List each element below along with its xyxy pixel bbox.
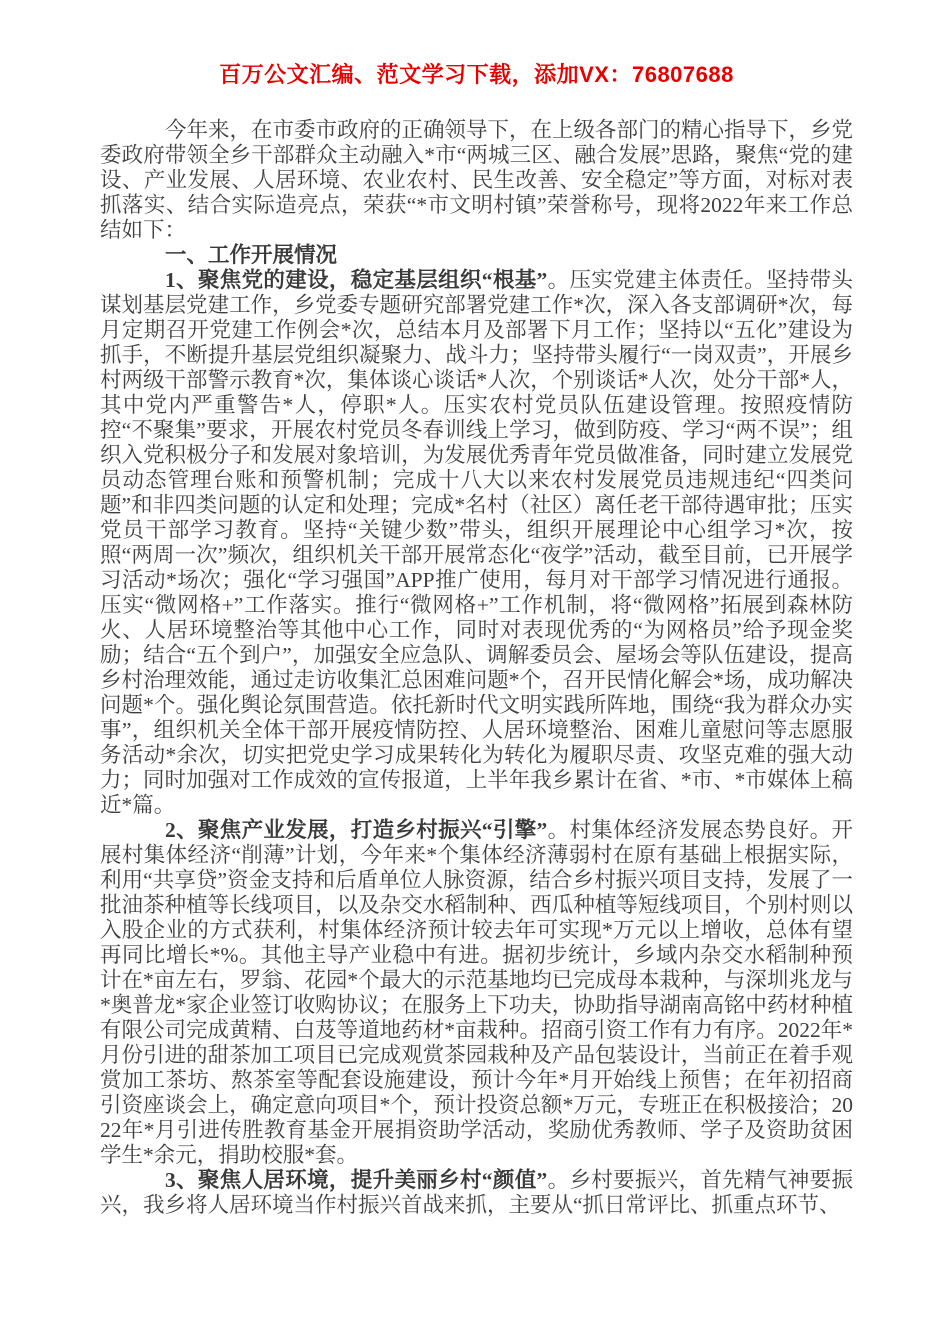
item-1-body: 。压实党建主体责任。坚持带头谋划基层党建工作，乡党委专题研究部署党建工作*次，深入各支部调研*次，每月定期召开党建工作例会*次，总结本月及部署下月工作；坚持以“五化”建设为抓手，不断提升基层党组织凝聚力、战斗力；坚持带头履行“一岗双责”，开展乡村两级干部警示教育*次，集体谈心谈话*人次，个别谈话*人次，处分干部*人，其中党内严重警告*人，停职*人。压实农村党员队伍建设管理。按照疫情防控“不聚集”要求，开展农村党员冬春训线上学习，做到防疫、学习“两不误”；组织入党积极分子和发展对象培训，为发展优秀青年党员做准备，同时建立发展党员动态管理台账和预警机制；完成十八大以来农村发展党员违规违纪“四类问题”和非四类问题的认定和处理；完成*名村（社区）离任老干部待遇审批；压实党员干部学习教育。坚持“关键少数”带头，组织开展理论中心组学习*次，按照“两周一次”频次，组织机关干部开展常态化“夜学”活动，截至目前，已开展学习活动*场次；强化“学习强国”APP推广使用，每月对干部学习情况进行通报。压实“微网格+”工作落实。推行“微网格+”工作机制，将“微网格”拓展到森林防火、人居环境整治等其他中心工作，同时对表现优秀的“为网格员”给予现金奖励；结合“五个到户”，加强安全应急队、调解委员会、屋场会等队伍建设，提高乡村治理效能，通过走访收集汇总困难问题*个，召开民情化解会*场，成功解决问题*个。强化舆论氛围营造。依托新时代文明实践所阵地，围绕“我为群众办实事”，组织机关全体干部开展疫情防控、人居环境整治、困难儿童慰问等志愿服务活动*余次，切实把党史学习成果转化为转化为履职尽责、攻坚克难的强大动力；同时加强对工作成效的宣传报道，上半年我乡累计在省、*市、*市媒体上稿近*篇。	[100, 268, 853, 817]
item-3-body: 。乡村要振兴，首先精气神要振兴，我乡将人居环境当作村振兴首战来抓，主要从“抓日常评比、抓重点环节、	[100, 1168, 853, 1217]
item-3-lead: 3、聚焦人居环境，提升美丽乡村“颜值”	[165, 1168, 548, 1192]
section-heading-text: 一、工作开展情况	[165, 243, 338, 267]
paragraph-intro	[100, 118, 853, 243]
item-1-lead: 1、聚焦党的建设，稳定基层组织“根基”	[165, 268, 548, 292]
section-heading	[100, 243, 853, 268]
promo-header-text: 百万公文汇编、范文学习下载，添加VX：76807688	[219, 62, 734, 87]
intro-text: 今年来，在市委市政府的正确领导下，在上级各部门的精心指导下，乡党委政府带领全乡干部群众主动融入*市“两城三区、融合发展”思路，聚焦“党的建设、产业发展、人居环境、农业农村、民生改善、安全稳定”等方面，对标对表抓落实、结合实际造亮点，荣获“*市文明村镇”荣誉称号，现将2022年来工作总结如下：	[100, 118, 854, 242]
paragraph-item-2	[100, 818, 853, 1168]
paragraph-item-3	[100, 1168, 853, 1218]
item-2-body: 。村集体经济发展态势良好。开展村集体经济“削薄”计划，今年来*个集体经济薄弱村在原有基础上根据实际，利用“共享贷”资金支持和后盾单位人脉资源，结合乡村振兴项目支持，发展了一批油茶种植等长线项目，以及杂交水稻制种、西瓜种植等短线项目，个别村则以入股企业的方式获利，村集体经济预计较去年可实现*万元以上增收，总体有望再同比增长*%。其他主导产业稳中有进。据初步统计，乡域内杂交水稻制种预计在*亩左右，罗翁、花园*个最大的示范基地均已完成母本栽种，与深圳兆龙与*奥普龙*家企业签订收购协议；在服务上下功夫，协助指导湖南高铭中药材种植有限公司完成黄精、白芨等道地药材*亩栽种。招商引资工作有力有序。2022年*月份引进的甜茶加工项目已完成观赏茶园栽种及产品包装设计，当前正在着手观赏加工茶坊、熬茶室等配套设施建设，预计今年*月开始线上预售；在年初招商引资座谈会上，确定意向项目*个，预计投资总额*万元，专班正在积极接洽；2022年*月引进传胜教育基金开展捐资助学活动，奖励优秀教师、学子及资助贫困学生*余元，捐助校服*套。	[100, 818, 853, 1167]
paragraph-item-1	[100, 268, 853, 818]
item-2-lead: 2、聚焦产业发展，打造乡村振兴“引擎”	[165, 818, 548, 842]
document-body	[100, 118, 853, 1218]
